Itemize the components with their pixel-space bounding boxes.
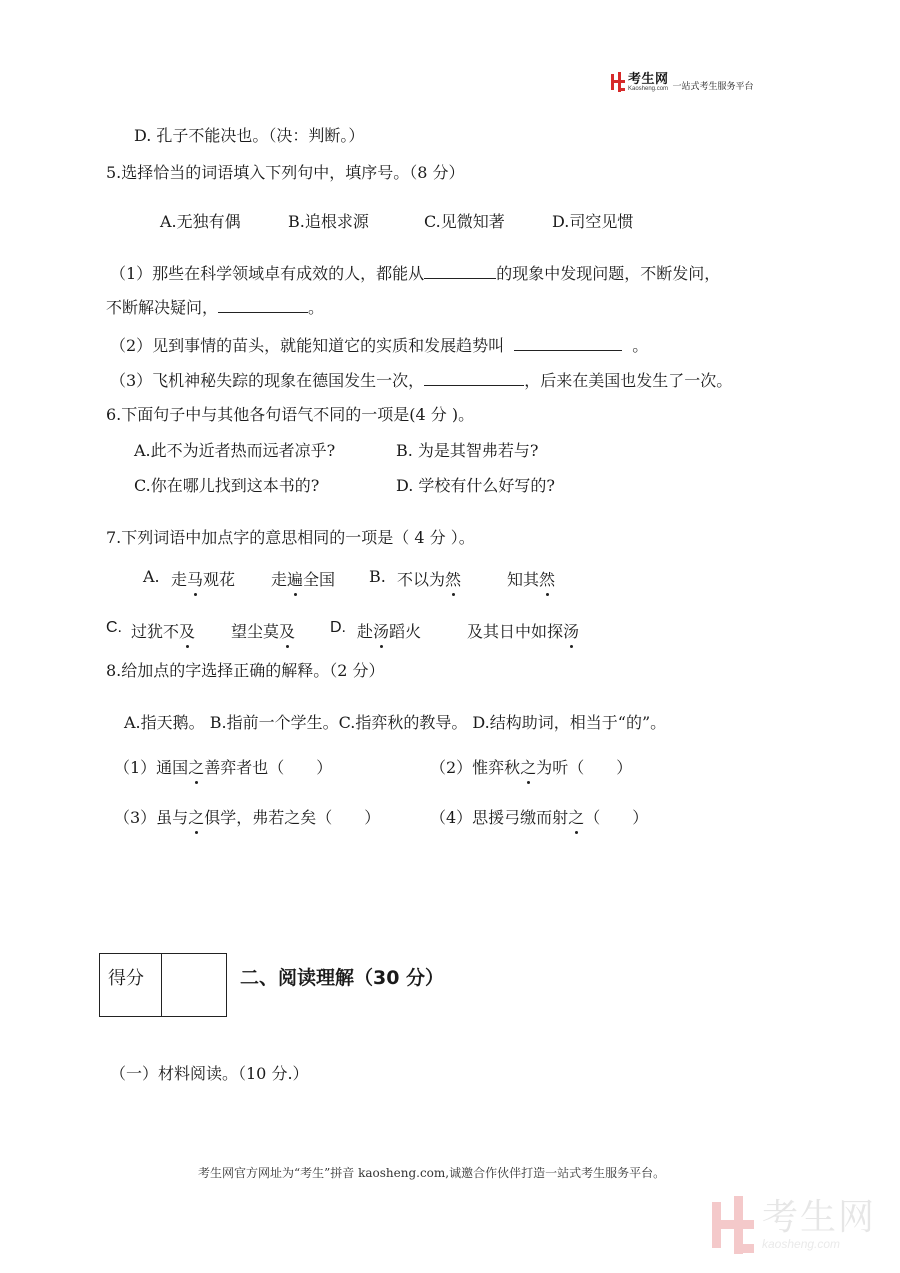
logo-domain: Kaosheng.com [628,85,669,92]
subsection-title: （一）材料阅读。（10 分.） [110,1064,309,1083]
q7-option-c-word1: 过犹不及 [131,619,195,642]
score-box [99,953,227,1017]
q5-option-a: A.无独有偶 [160,212,241,231]
q8-item-3: （3）虽与之俱学，弗若之矣（ ） [114,805,380,828]
kaosheng-logo-icon [611,72,625,92]
footer-text: 考生网官方网址为“考生”拼音 kaosheng.com,诚邀合作伙伴打造一站式考生服务平台。 [198,1166,666,1180]
q5-sentence-1: （1）那些在科学领域卓有成效的人，都能从 的现象中发现问题，不断发问， [110,260,720,284]
q8-item-1: （1）通国之善弈者也（ ） [114,755,332,778]
q7-option-a-word1: 走马观花 [171,567,235,590]
q7-option-a-word2: 走遍全国 [271,567,335,590]
q6-option-b: B. 为是其智弗若与? [396,441,539,460]
q7-option-d-word2: 及其日中如探汤 [467,619,579,642]
logo-slogan: 一站式考生服务平台 [672,81,754,92]
q8-stem: 8.给加点的字选择正确的解释。（2 分） [106,661,385,680]
q5-option-d: D.司空见惯 [552,212,634,231]
section-title: 二、阅读理解（30 分） [240,967,445,989]
q7-option-c-word2: 望尘莫及 [231,619,295,642]
header-logo [611,70,754,94]
q4-option-d: D. 孔子不能决也。（决：判断。） [134,126,365,145]
q7-option-b-word1: 不以为然 [397,567,461,590]
q6-option-d: D. 学校有什么好写的? [396,476,556,495]
watermark [712,1196,876,1254]
fill-blank[interactable] [514,332,622,351]
fill-blank[interactable] [424,367,524,386]
q7-option-d-word1: 赴汤蹈火 [357,619,421,642]
fill-blank[interactable] [424,260,496,279]
q5-option-c: C.见微知著 [424,212,505,231]
q5-sentence-3: （3）飞机神秘失踪的现象在德国发生一次， ，后来在美国也发生了一次。 [110,367,732,391]
q5-option-b: B.追根求源 [288,212,369,231]
q7-option-c-label: C. [106,619,122,636]
q7-stem: 7.下列词语中加点字的意思相同的一项是（ 4 分 ）。 [106,528,475,547]
watermark-name: 考生网 [762,1197,877,1238]
fill-blank[interactable] [218,294,308,313]
q6-stem: 6.下面句子中与其他各句语气不同的一项是(4 分 )。 [106,405,475,424]
q7-option-b-label: B. [369,567,386,586]
q7-option-b-word2: 知其然 [507,567,555,590]
q5-sentence-2: （2）见到事情的苗头，就能知道它的实质和发展趋势叫 。 [110,332,648,356]
q8-options: A.指天鹅。 B.指前一个学生。C.指弈秋的教导。 D.结构助词，相当于“的”。 [124,713,667,732]
q8-item-2: （2）惟弈秋之为听（ ） [430,755,632,778]
q8-item-4: （4）思援弓缴而射之（ ） [430,805,648,828]
score-value-field[interactable] [162,954,226,1016]
watermark-domain: kaosheng.com [762,1237,841,1251]
q5-stem: 5.选择恰当的词语填入下列句中，填序号。（8 分） [106,163,465,182]
logo-name: 考生网 [628,71,669,87]
q6-option-a: A.此不为近者热而远者凉乎? [134,441,336,460]
q7-option-d-label: D. [330,619,346,636]
kaosheng-watermark-icon [712,1196,754,1254]
q5-sentence-1-cont: 不断解决疑问， 。 [106,294,324,318]
score-label: 得分 [100,954,162,1016]
q7-option-a-label: A. [143,567,160,586]
q6-option-c: C.你在哪儿找到这本书的? [134,476,320,495]
